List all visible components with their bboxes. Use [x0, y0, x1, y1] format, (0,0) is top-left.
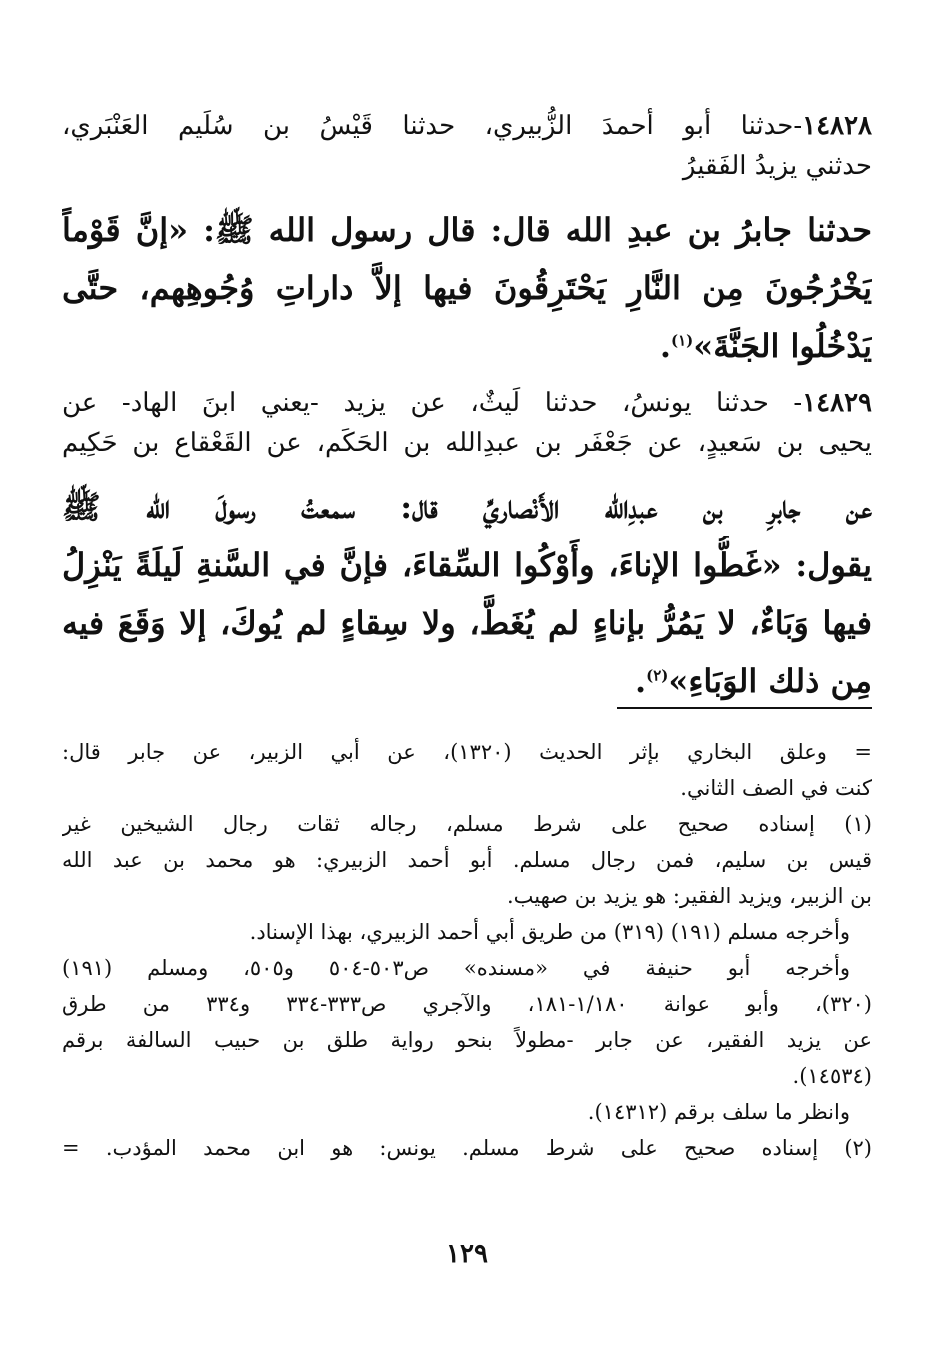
page-number: ١٢٩ [446, 1239, 488, 1269]
matn-line: مِن ذلك الوَبَاءِ»$^{(٢)}$. [634, 662, 872, 700]
footnote-line: وانظر ما سلف برقم (١٤٣١٢). [587, 1100, 850, 1124]
matn-line: عن جابرِ بن عبدِالله الأَنْصاريِّ قال: سمعتُ رسولَ الله ﷺ [62, 488, 872, 526]
footnote-line: (١٤٥٣٤). [792, 1064, 872, 1088]
hadith-14829-isnad [62, 383, 872, 463]
footnote-marker: (١) [670, 331, 694, 350]
footnote-marker: (٢) [646, 666, 669, 685]
footnote-line: قيس بن سليم، فمن رجال مسلم. أبو أحمد الزبيري: هو محمد بن عبد الله [62, 848, 872, 872]
hadith-number: ١٤٨٢٩ [802, 388, 872, 418]
footnote-line: وأخرجه مسلم (١٩١) (٣١٩) من طريق أبي أحمد الزبيري، بهذا الإسناد. [249, 920, 850, 944]
footnote-line: عن يزيد الفقير، عن جابر -مطولاً بنحو رواية طلق بن حبيب السالفة برقم [62, 1028, 872, 1052]
footnote-line: بن الزبير، ويزيد الفقير: هو يزيد بن صهيب. [506, 884, 872, 908]
footnote-line: (١) إسناده صحيح على شرط مسلم، رجاله ثقات رجال الشيخين غير [62, 812, 872, 836]
footnote-line: (٢) إسناده صحيح على شرط مسلم. يونس: هو ابن محمد المؤدب. = [62, 1136, 872, 1160]
footnote-separator [617, 707, 872, 709]
footnote-line: = وعلق البخاري بإثر الحديث (١٣٢٠)، عن أبي الزبير، عن جابر قال: [62, 740, 872, 764]
footnote-line: (٣٢٠)، وأبو عوانة ١/١٨٠-١٨١، والآجري ص٣٣٣-٣٣٤ و٣٣٤ من طرق [62, 992, 872, 1016]
footnote-line: وأخرجه أبو حنيفة في «مسنده» ص٥٠٣-٥٠٤ و٥٠٥، ومسلم (١٩١) [62, 956, 850, 980]
hadith-14828-matn [62, 201, 872, 375]
isnad-line: حدثني يزيدُ الفَقيرُ [682, 151, 872, 181]
footnote-line: كنت في الصف الثاني. [680, 776, 872, 800]
matn-line: يَدْخُلُوا الجَنَّةَ»$^{(١)}$. [659, 327, 872, 365]
hadith-number: ١٤٨٢٨ [802, 111, 872, 141]
isnad-line: ١٤٨٢٨-حدثنا أبو أحمدَ الزُّبيري، حدثنا قَيْسُ بن سُلَيم العَنْبَري، [62, 111, 872, 141]
matn-line: فيها وَبَاءٌ، لا يَمُرُّ بإناءٍ لم يُغَطَّ، ولا سِقاءٍ لم يُوكَ، إلا وَقَعَ فيه [62, 604, 872, 642]
footnotes [62, 734, 872, 1166]
isnad-line: ١٤٨٢٩- حدثنا يونسُ، حدثنا لَيثٌ، عن يزيد -يعني ابنَ الهاد- عن [62, 388, 872, 418]
matn-line: يَخْرُجُونَ مِن النَّارِ يَحْتَرِقُونَ فيها إلاَّ داراتِ وُجُوهِهم، حتَّى [62, 269, 872, 307]
hadith-14828-isnad [62, 106, 872, 186]
matn-line: يقول: «غَطُّوا الإناءَ، وأَوْكُوا السِّقاءَ، فإنَّ في السَّنةِ لَيلَةً يَنْزِلُ [62, 546, 872, 584]
matn-line: حدثنا جابرُ بن عبدِ الله قال: قال رسول الله ﷺ: «إنَّ قَوْماً [62, 211, 872, 249]
hadith-14829-matn [62, 478, 872, 710]
isnad-line: يحيى بن سَعيدٍ، عن جَعْفَر بن عبدِالله بن الحَكَم، عن القَعْقاع بن حَكِيم [62, 428, 872, 458]
